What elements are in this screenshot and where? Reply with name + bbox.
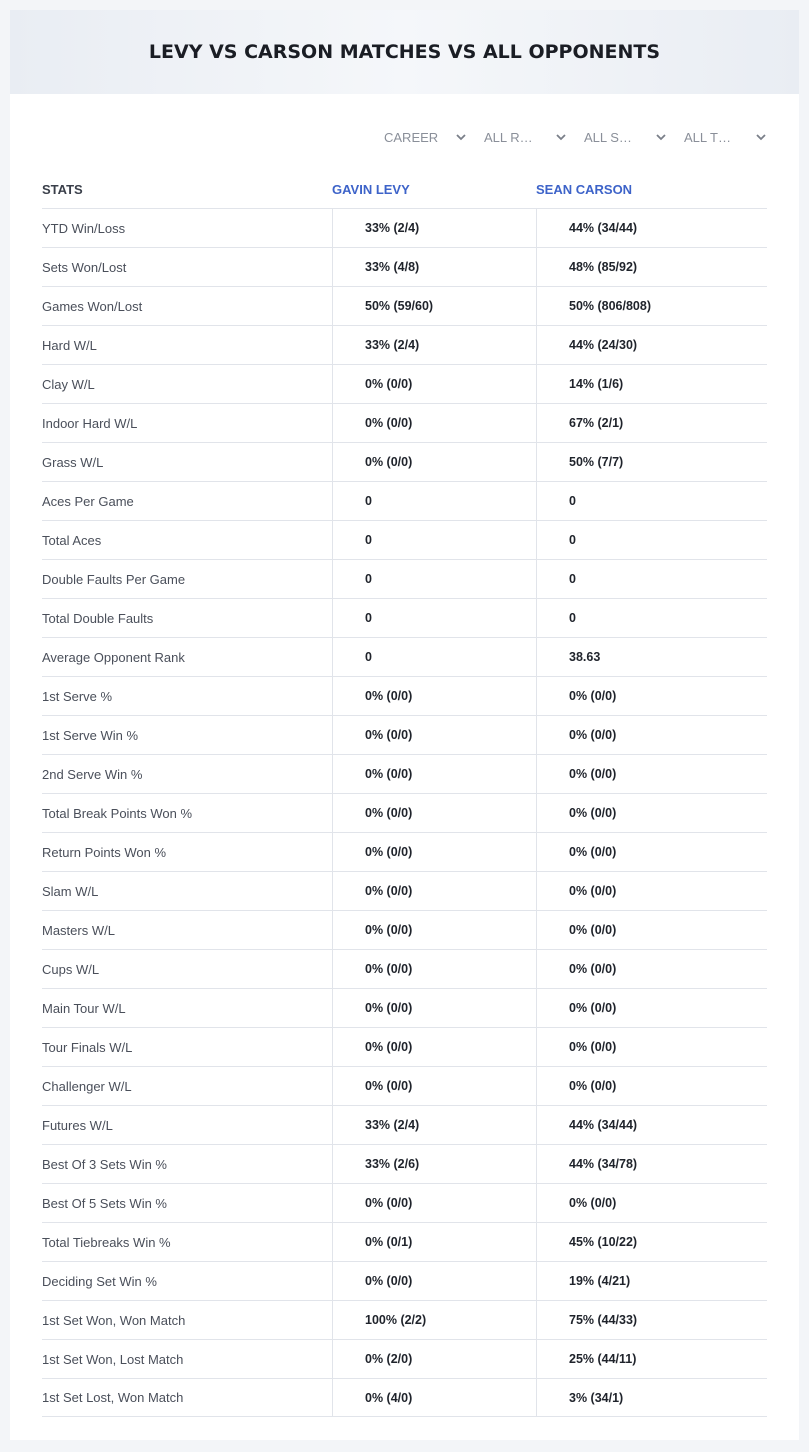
player2-value: 67% (2/1) (536, 404, 767, 442)
player1-value: 0 (332, 521, 536, 559)
page-title: LEVY VS CARSON MATCHES VS ALL OPPONENTS (148, 41, 661, 63)
player1-value: 0% (2/0) (332, 1340, 536, 1378)
player2-value: 0 (536, 599, 767, 637)
player1-value: 33% (4/8) (332, 248, 536, 286)
player1-value: 0% (0/0) (332, 833, 536, 871)
player2-value: 44% (34/44) (536, 1106, 767, 1144)
table-row (42, 676, 767, 715)
player2-value: 44% (34/78) (536, 1145, 767, 1183)
player2-value: 50% (806/808) (536, 287, 767, 325)
player1-value: 33% (2/6) (332, 1145, 536, 1183)
player1-value: 33% (2/4) (332, 326, 536, 364)
player2-value: 3% (34/1) (536, 1379, 767, 1416)
stat-label: Games Won/Lost (42, 298, 143, 314)
player1-value: 33% (2/4) (332, 1106, 536, 1144)
table-row (42, 364, 767, 403)
stat-label: Total Tiebreaks Win % (42, 1234, 171, 1250)
table-row (42, 1261, 767, 1300)
table-row (42, 403, 767, 442)
player1-value: 0 (332, 482, 536, 520)
table-row (42, 520, 767, 559)
player2-value: 44% (24/30) (536, 326, 767, 364)
table-row (42, 637, 767, 676)
player2-value: 19% (4/21) (536, 1262, 767, 1300)
player1-value: 0% (0/1) (332, 1223, 536, 1261)
chevron-down-icon (554, 130, 568, 144)
stat-label: Deciding Set Win % (42, 1273, 157, 1289)
player1-value: 0% (0/0) (332, 365, 536, 403)
player1-value: 0% (0/0) (332, 1262, 536, 1300)
stat-label: Tour Finals W/L (42, 1039, 133, 1055)
player1-value: 0 (332, 560, 536, 598)
player2-value: 0% (0/0) (536, 677, 767, 715)
stat-label: Best Of 5 Sets Win % (42, 1195, 167, 1211)
stat-label: 1st Set Won, Won Match (42, 1312, 186, 1328)
player2-value: 0 (536, 521, 767, 559)
stat-label: Total Double Faults (42, 610, 154, 626)
stat-label: Double Faults Per Game (42, 571, 186, 587)
stat-label: Return Points Won % (42, 844, 167, 860)
player2-value: 45% (10/22) (536, 1223, 767, 1261)
stat-label: Slam W/L (42, 883, 99, 899)
table-row (42, 247, 767, 286)
player2-value: 0% (0/0) (536, 716, 767, 754)
filter-bar (374, 126, 774, 148)
player1-value: 0% (0/0) (332, 1028, 536, 1066)
player2-value: 25% (44/11) (536, 1340, 767, 1378)
stat-label: YTD Win/Loss (42, 220, 126, 236)
table-row (42, 208, 767, 247)
table-row (42, 1144, 767, 1183)
player1-value: 0% (0/0) (332, 911, 536, 949)
filter-label: ALL T… (684, 129, 731, 145)
stat-label: 1st Serve % (42, 688, 113, 704)
player2-value: 38.63 (536, 638, 767, 676)
player1-value: 0% (0/0) (332, 1067, 536, 1105)
player2-value: 50% (7/7) (536, 443, 767, 481)
table-row (42, 832, 767, 871)
table-row (42, 1378, 767, 1417)
table-row (42, 1183, 767, 1222)
filter-round-select[interactable] (474, 126, 574, 148)
filter-label: CAREER (384, 129, 439, 145)
player1-value: 0% (0/0) (332, 872, 536, 910)
stat-label: 2nd Serve Win % (42, 766, 143, 782)
filter-label: ALL S… (584, 129, 632, 145)
stat-label: 1st Set Won, Lost Match (42, 1351, 184, 1367)
stat-label: Sets Won/Lost (42, 259, 127, 275)
stat-label: Challenger W/L (42, 1078, 132, 1094)
table-row (42, 1105, 767, 1144)
stat-label: 1st Serve Win % (42, 727, 139, 743)
table-row (42, 715, 767, 754)
player1-value: 0% (0/0) (332, 1184, 536, 1222)
player1-value: 0% (0/0) (332, 677, 536, 715)
table-row (42, 325, 767, 364)
table-row (42, 286, 767, 325)
stat-label: Grass W/L (42, 454, 104, 470)
table-row (42, 754, 767, 793)
stat-label: Hard W/L (42, 337, 97, 353)
filter-surface-select[interactable] (574, 126, 674, 148)
table-row (42, 910, 767, 949)
stat-label: Cups W/L (42, 961, 100, 977)
table-row (42, 1300, 767, 1339)
filter-period-select[interactable] (374, 126, 474, 148)
player2-value: 0% (0/0) (536, 911, 767, 949)
stats-card (10, 10, 799, 1440)
table-row (42, 871, 767, 910)
player1-value: 100% (2/2) (332, 1301, 536, 1339)
stat-label: Clay W/L (42, 376, 95, 392)
player1-value: 0% (0/0) (332, 794, 536, 832)
chevron-down-icon (754, 130, 768, 144)
table-row (42, 793, 767, 832)
player2-value: 0% (0/0) (536, 989, 767, 1027)
player1-value: 0 (332, 599, 536, 637)
player2-link[interactable]: SEAN CARSON (536, 181, 633, 197)
table-row (42, 988, 767, 1027)
player2-value: 48% (85/92) (536, 248, 767, 286)
player1-value: 0% (0/0) (332, 755, 536, 793)
table-row (42, 1339, 767, 1378)
stat-label: Total Break Points Won % (42, 805, 193, 821)
stat-label: Total Aces (42, 532, 102, 548)
table-row (42, 442, 767, 481)
table-row (42, 559, 767, 598)
filter-label: ALL R… (484, 129, 533, 145)
player1-value: 0 (332, 638, 536, 676)
table-row (42, 598, 767, 637)
table-row (42, 1222, 767, 1261)
player2-value: 0% (0/0) (536, 794, 767, 832)
stat-label: Best Of 3 Sets Win % (42, 1156, 167, 1172)
stats-column-header: STATS (42, 181, 83, 197)
chevron-down-icon (454, 130, 468, 144)
player2-value: 0% (0/0) (536, 833, 767, 871)
player1-value: 33% (2/4) (332, 209, 536, 247)
stat-label: Indoor Hard W/L (42, 415, 138, 431)
player2-value: 14% (1/6) (536, 365, 767, 403)
player1-value: 0% (4/0) (332, 1379, 536, 1416)
stat-label: Aces Per Game (42, 493, 134, 509)
player2-value: 0% (0/0) (536, 872, 767, 910)
stat-label: Main Tour W/L (42, 1000, 126, 1016)
player2-value: 44% (34/44) (536, 209, 767, 247)
player2-value: 0% (0/0) (536, 1028, 767, 1066)
table-row (42, 481, 767, 520)
table-row (42, 1027, 767, 1066)
card-header (10, 10, 799, 94)
filter-tournament-select[interactable] (674, 126, 774, 148)
player2-value: 0 (536, 560, 767, 598)
player1-value: 0% (0/0) (332, 950, 536, 988)
player2-value: 0% (0/0) (536, 755, 767, 793)
stat-label: Average Opponent Rank (42, 649, 185, 665)
player1-value: 0% (0/0) (332, 443, 536, 481)
stat-label: 1st Set Lost, Won Match (42, 1390, 184, 1405)
player2-value: 75% (44/33) (536, 1301, 767, 1339)
player1-value: 0% (0/0) (332, 989, 536, 1027)
player1-value: 50% (59/60) (332, 287, 536, 325)
table-header (42, 170, 767, 208)
stat-label: Masters W/L (42, 922, 115, 938)
player1-link[interactable]: GAVIN LEVY (332, 181, 410, 197)
chevron-down-icon (654, 130, 668, 144)
table-row (42, 1066, 767, 1105)
stat-label: Futures W/L (42, 1117, 113, 1133)
stats-table (42, 208, 767, 1417)
player2-value: 0% (0/0) (536, 1184, 767, 1222)
player2-value: 0 (536, 482, 767, 520)
player2-value: 0% (0/0) (536, 1067, 767, 1105)
player2-value: 0% (0/0) (536, 950, 767, 988)
player1-value: 0% (0/0) (332, 404, 536, 442)
table-row (42, 949, 767, 988)
player1-value: 0% (0/0) (332, 716, 536, 754)
